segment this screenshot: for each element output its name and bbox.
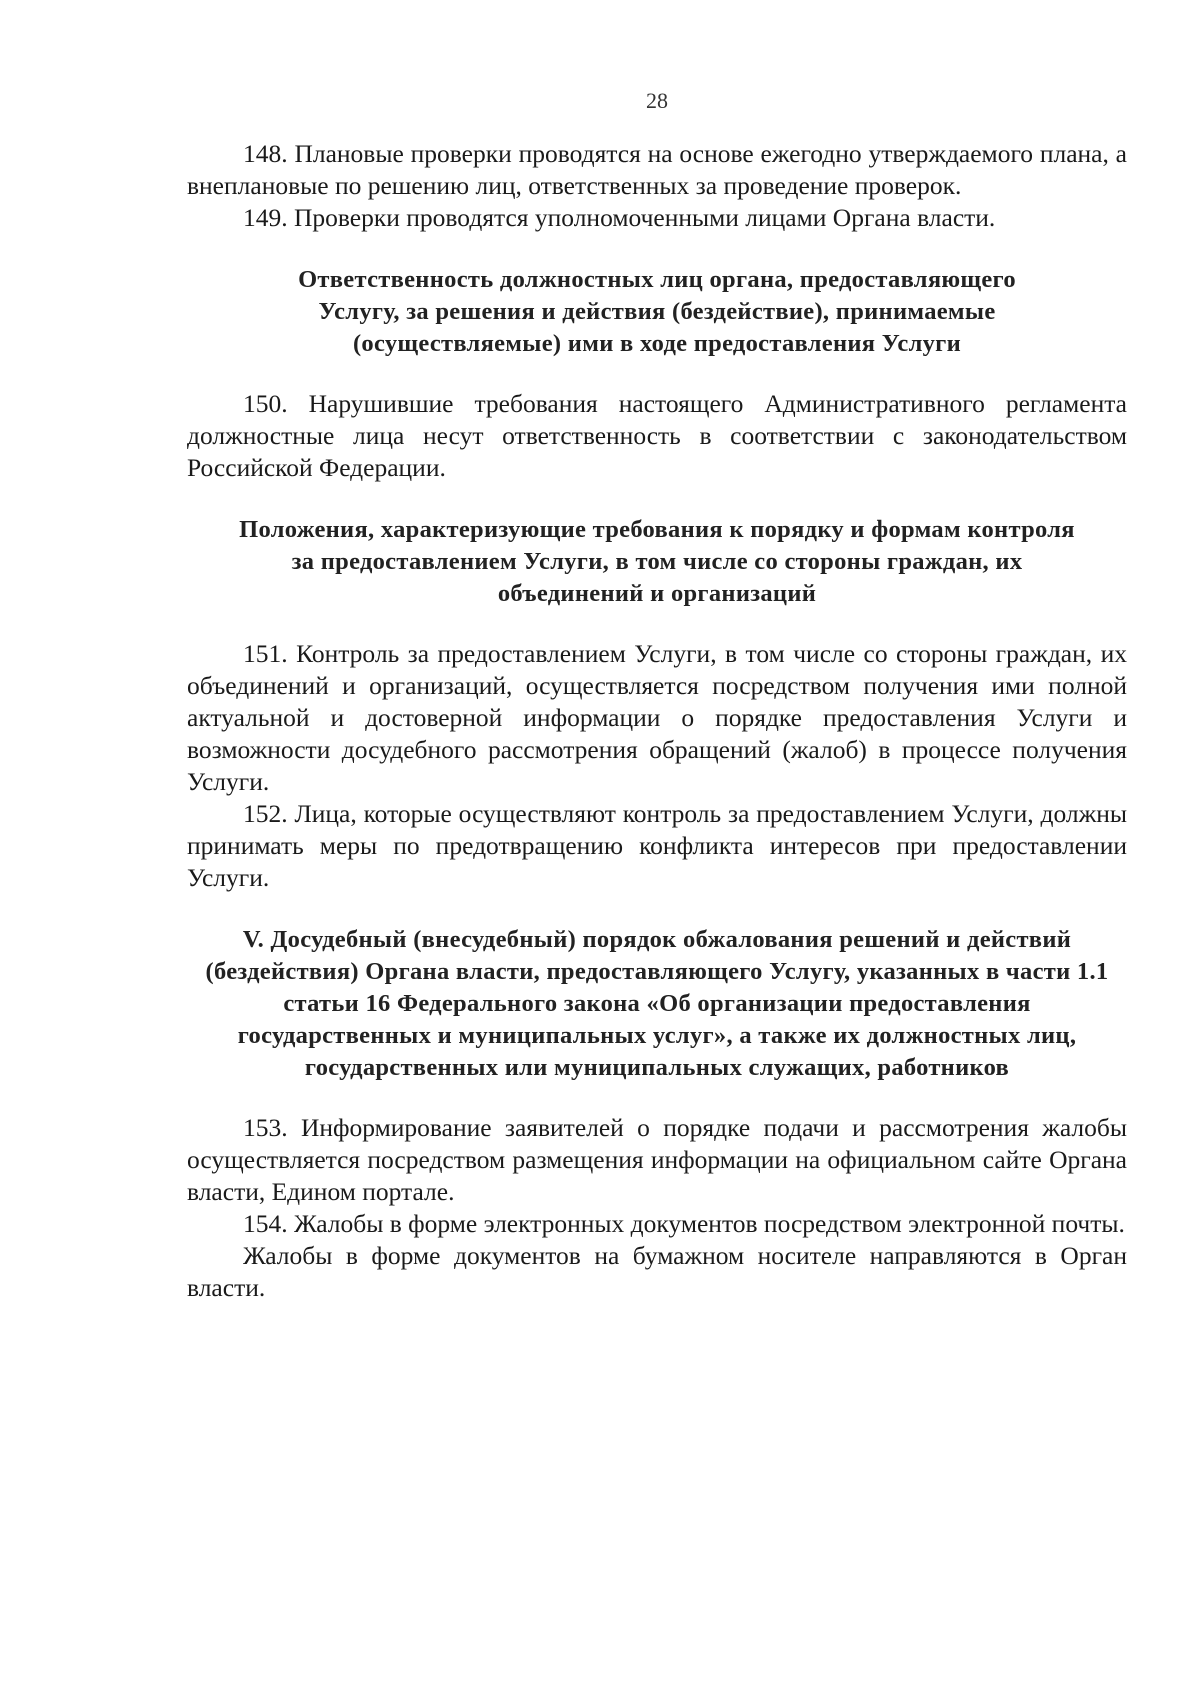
paragraph-148: 148. Плановые проверки проводятся на основе ежегодно утверждаемого плана, а внеплановые по решению лиц, ответственных за проведение проверок. bbox=[187, 139, 1127, 200]
document-body bbox=[187, 138, 1127, 1304]
paragraph-153: 153. Информирование заявителей о порядке подачи и рассмотрения жалобы осуществляется посредством размещения информации на официальном сайте Органа власти, Едином портале. bbox=[187, 1113, 1127, 1206]
paragraph-152: 152. Лица, которые осуществляют контроль за предоставлением Услуги, должны принимать меры по предотвращению конфликта интересов при предоставлении Услуги. bbox=[187, 799, 1127, 892]
section-heading-control: Положения, характеризующие требования к порядку и формам контроля за предоставлением Услуги, в том числе со стороны граждан, их объединений и организаций bbox=[239, 516, 1075, 607]
paragraph-154: 154. Жалобы в форме электронных документов посредством электронной почты. bbox=[243, 1209, 1125, 1238]
paragraph-150: 150. Нарушившие требования настоящего Административного регламента должностные лица несут ответственность в соответствии с законодательством Российской Федерации. bbox=[187, 389, 1127, 482]
chapter-heading-appeal: V. Досудебный (внесудебный) порядок обжалования решений и действий (бездействия) Органа власти, предоставляющего Услугу, указанных в части 1.1 статьи 16 Федерального закона «Об организации предоставления государственных и муниципальных услуг», а также их должностных лиц, государственных или муниципальных служащих, работников bbox=[205, 926, 1109, 1081]
page-number: 28 bbox=[646, 88, 668, 113]
paragraph-154-continued: Жалобы в форме документов на бумажном носителе направляются в Орган власти. bbox=[187, 1241, 1127, 1302]
section-heading-responsibility: Ответственность должностных лиц органа, предоставляющего Услугу, за решения и действия (бездействие), принимаемые (осуществляемые) ими в ходе предоставления Услуги bbox=[298, 266, 1016, 357]
paragraph-151: 151. Контроль за предоставлением Услуги, в том числе со стороны граждан, их объединений и организаций, осуществляется посредством получения ими полной актуальной и достоверной информации о порядке предоставления Услуги и возможности досудебного рассмотрения обращений (жалоб) в процессе получения Услуги. bbox=[187, 639, 1127, 796]
paragraph-149: 149. Проверки проводятся уполномоченными лицами Органа власти. bbox=[243, 203, 996, 232]
